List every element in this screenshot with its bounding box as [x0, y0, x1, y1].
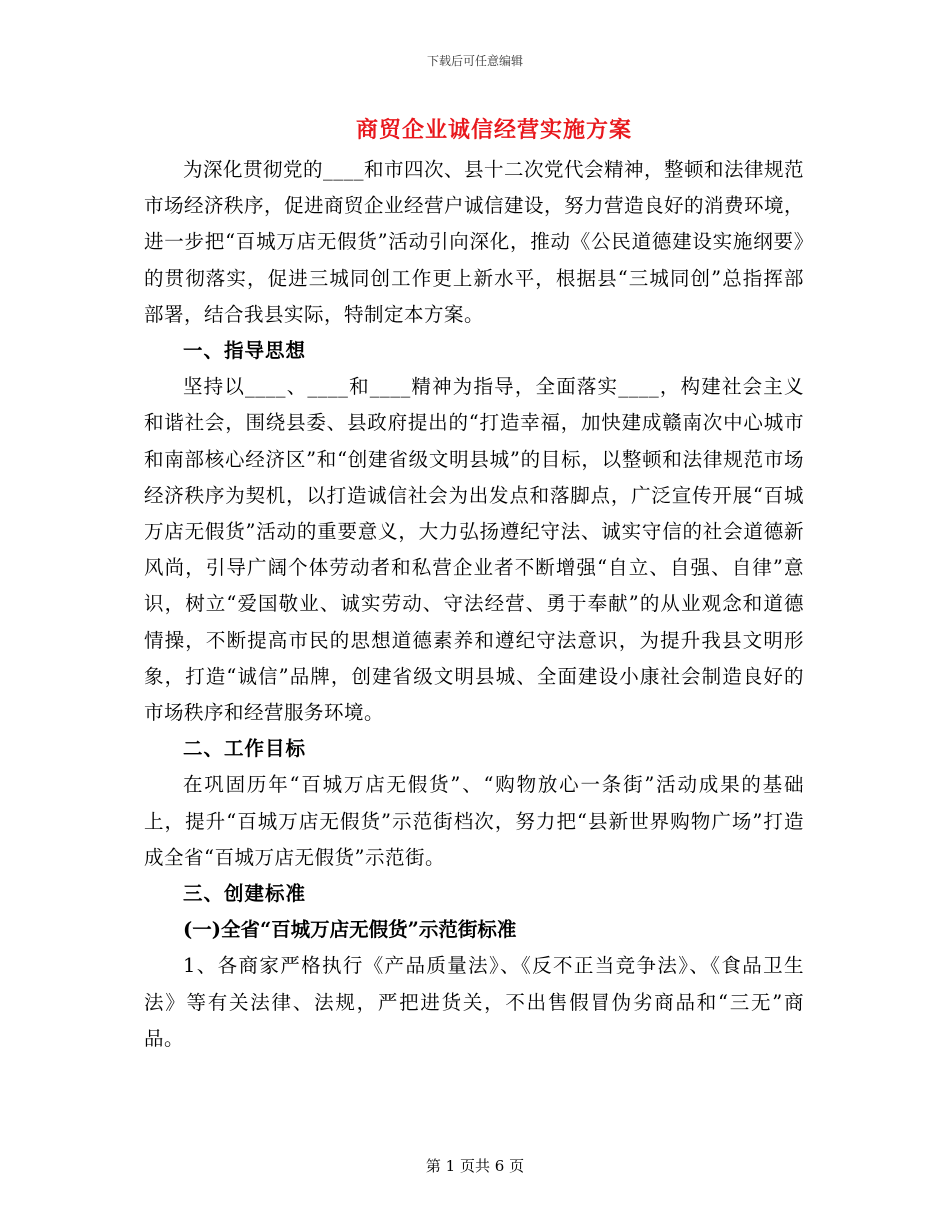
- guiding-ideology-paragraph: 坚持以____、____和____精神为指导，全面落实____，构建社会主义和谐社会，围绕县委、县政府提出的“打造幸福，加快建成赣南次中心城市和南部核心经济区”和“创建省级文明县城”的目标，以整顿和法律规范市场经济秩序为契机，以打造诚信社会为出发点和落脚点，广泛宣传开展“百城万店无假货”活动的重要意义，大力弘扬遵纪守法、诚实守信的社会道德新风尚，引导广阔个体劳动者和私营企业者不断增强“自立、自强、自律”意识，树立“爱国敬业、诚实劳动、守法经营、勇于奉献”的从业观念和道德情操，不断提高市民的思想道德素养和遵纪守法意识，为提升我县文明形象，打造“诚信”品牌，创建省级文明县城、全面建设小康社会制造良好的市场秩序和经营服务环境。: [144, 375, 804, 725]
- work-goals-paragraph: 在巩固历年“百城万店无假货”、“购物放心一条街”活动成果的基础上，提升“百城万店无假货”示范街档次，努力把“县新世界购物广场”打造成全省“百城万店无假货”示范街。: [144, 773, 804, 869]
- document-body: [144, 108, 804, 1057]
- section-heading-work-goals: 二、工作目标: [183, 737, 307, 761]
- page-number-footer: 第 1 页共 6 页: [425, 1157, 525, 1175]
- section-heading-guiding-ideology: 一、指导思想: [183, 339, 307, 363]
- document-title: 商贸企业诚信经营实施方案: [355, 117, 632, 143]
- subsection-heading-demo-street-standard: (一)全省“百城万店无假货”示范街标准: [183, 918, 517, 942]
- section-heading-standards: 三、创建标准: [183, 882, 307, 906]
- page-header-note: 下载后可任意编辑: [426, 54, 523, 68]
- standard-item-1: 1、各商家严格执行《产品质量法》、《反不正当竞争法》、《食品卫生法》等有关法律、法规，严把进货关，不出售假冒伪劣商品和“三无”商品。: [144, 954, 804, 1050]
- intro-paragraph: 为深化贯彻党的____和市四次、县十二次党代会精神，整顿和法律规范市场经济秩序，促进商贸企业经营户诚信建设，努力营造良好的消费环境，进一步把“百城万店无假货”活动引向深化，推动《公民道德建设实施纲要》的贯彻落实，促进三城同创工作更上新水平，根据县“三城同创”总指挥部部署，结合我县实际，特制定本方案。: [144, 158, 805, 326]
